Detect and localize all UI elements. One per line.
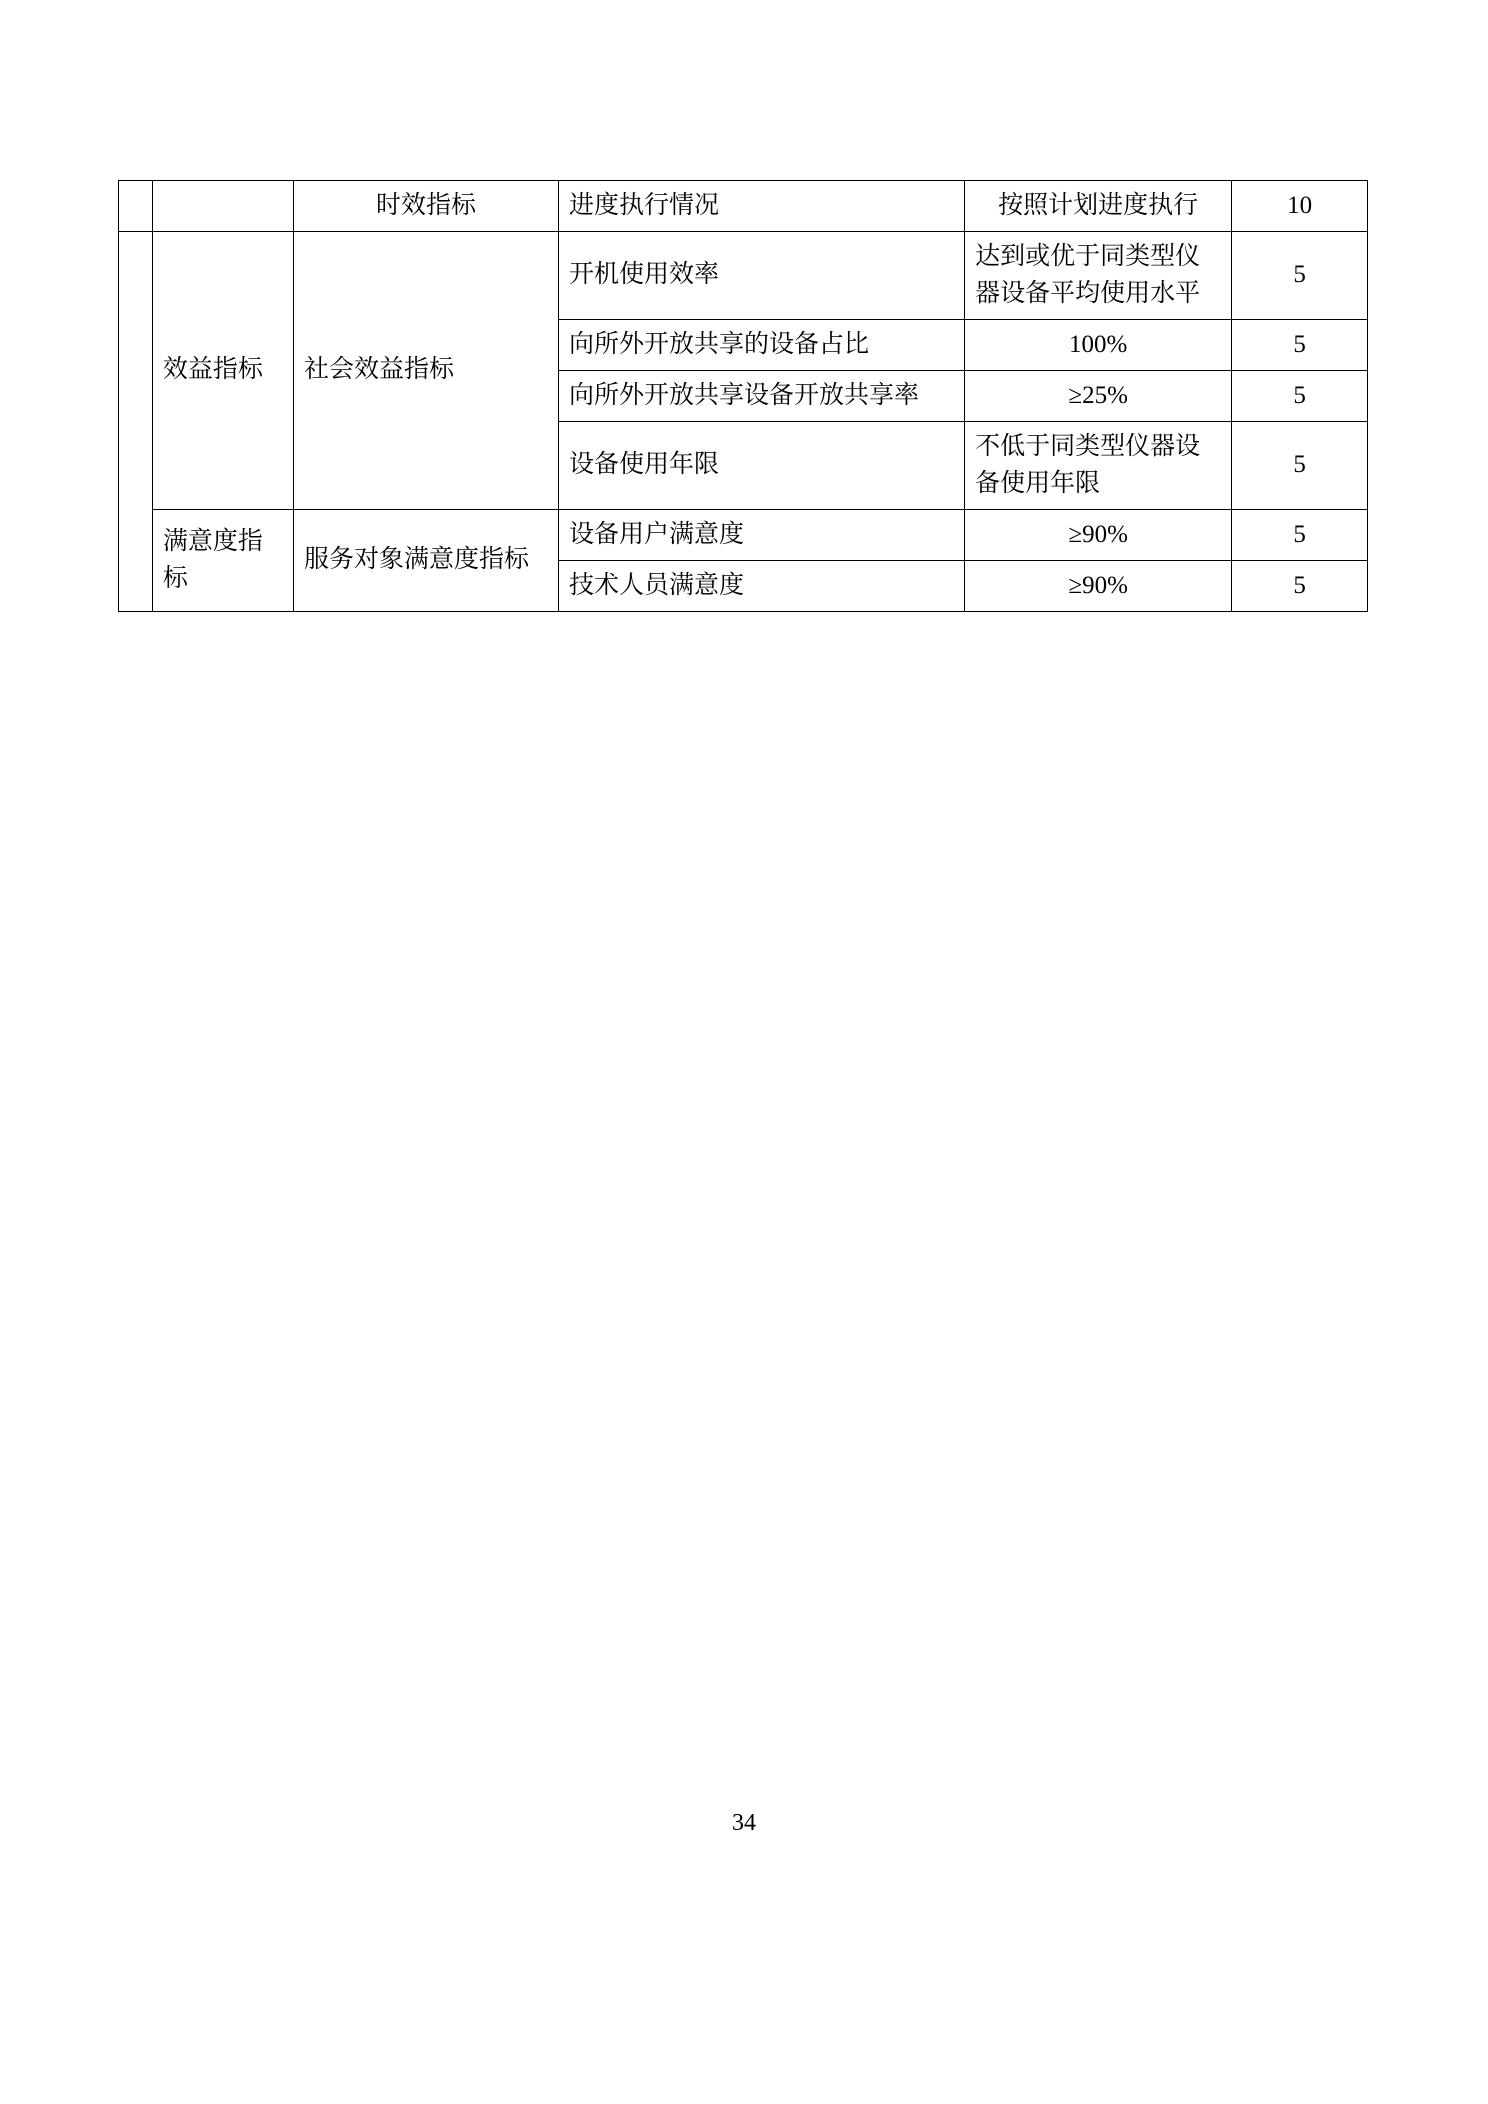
indicator-target-cell: 按照计划进度执行 xyxy=(965,181,1232,232)
indicator-score-cell: 5 xyxy=(1232,319,1368,370)
indicator-score-cell: 10 xyxy=(1232,181,1368,232)
indicator-target-cell: ≥90% xyxy=(965,509,1232,560)
table-row xyxy=(119,181,1368,232)
category-cell-benefit: 效益指标 xyxy=(152,232,293,510)
indicator-target-cell: 达到或优于同类型仪器设备平均使用水平 xyxy=(965,232,1232,320)
indicator-target-cell: ≥90% xyxy=(965,561,1232,612)
indicator-table xyxy=(118,180,1368,612)
indicator-table-container xyxy=(118,180,1368,612)
subcategory-cell-timeliness: 时效指标 xyxy=(293,181,558,232)
category-cell-satisfaction: 满意度指标 xyxy=(152,509,293,612)
indicator-name-cell: 进度执行情况 xyxy=(559,181,965,232)
indicator-target-cell: ≥25% xyxy=(965,371,1232,422)
page-number: 34 xyxy=(732,1810,756,1836)
indicator-name-cell: 向所外开放共享设备开放共享率 xyxy=(559,371,965,422)
category-cell-empty xyxy=(152,181,293,232)
indicator-score-cell: 5 xyxy=(1232,561,1368,612)
indicator-name-cell: 设备用户满意度 xyxy=(559,509,965,560)
indicator-name-cell: 技术人员满意度 xyxy=(559,561,965,612)
subcategory-cell-service-satisfaction: 服务对象满意度指标 xyxy=(293,509,558,612)
subcategory-cell-social-benefit: 社会效益指标 xyxy=(293,232,558,510)
table-row xyxy=(119,509,1368,560)
indicator-score-cell: 5 xyxy=(1232,232,1368,320)
indicator-name-cell: 向所外开放共享的设备占比 xyxy=(559,319,965,370)
indicator-name-cell: 设备使用年限 xyxy=(559,422,965,510)
indicator-target-cell: 不低于同类型仪器设备使用年限 xyxy=(965,422,1232,510)
table-row xyxy=(119,232,1368,320)
row-marker-cell xyxy=(119,232,153,612)
row-marker-cell-top xyxy=(119,181,153,232)
indicator-score-cell: 5 xyxy=(1232,371,1368,422)
indicator-score-cell: 5 xyxy=(1232,509,1368,560)
indicator-name-cell: 开机使用效率 xyxy=(559,232,965,320)
indicator-score-cell: 5 xyxy=(1232,422,1368,510)
indicator-target-cell: 100% xyxy=(965,319,1232,370)
